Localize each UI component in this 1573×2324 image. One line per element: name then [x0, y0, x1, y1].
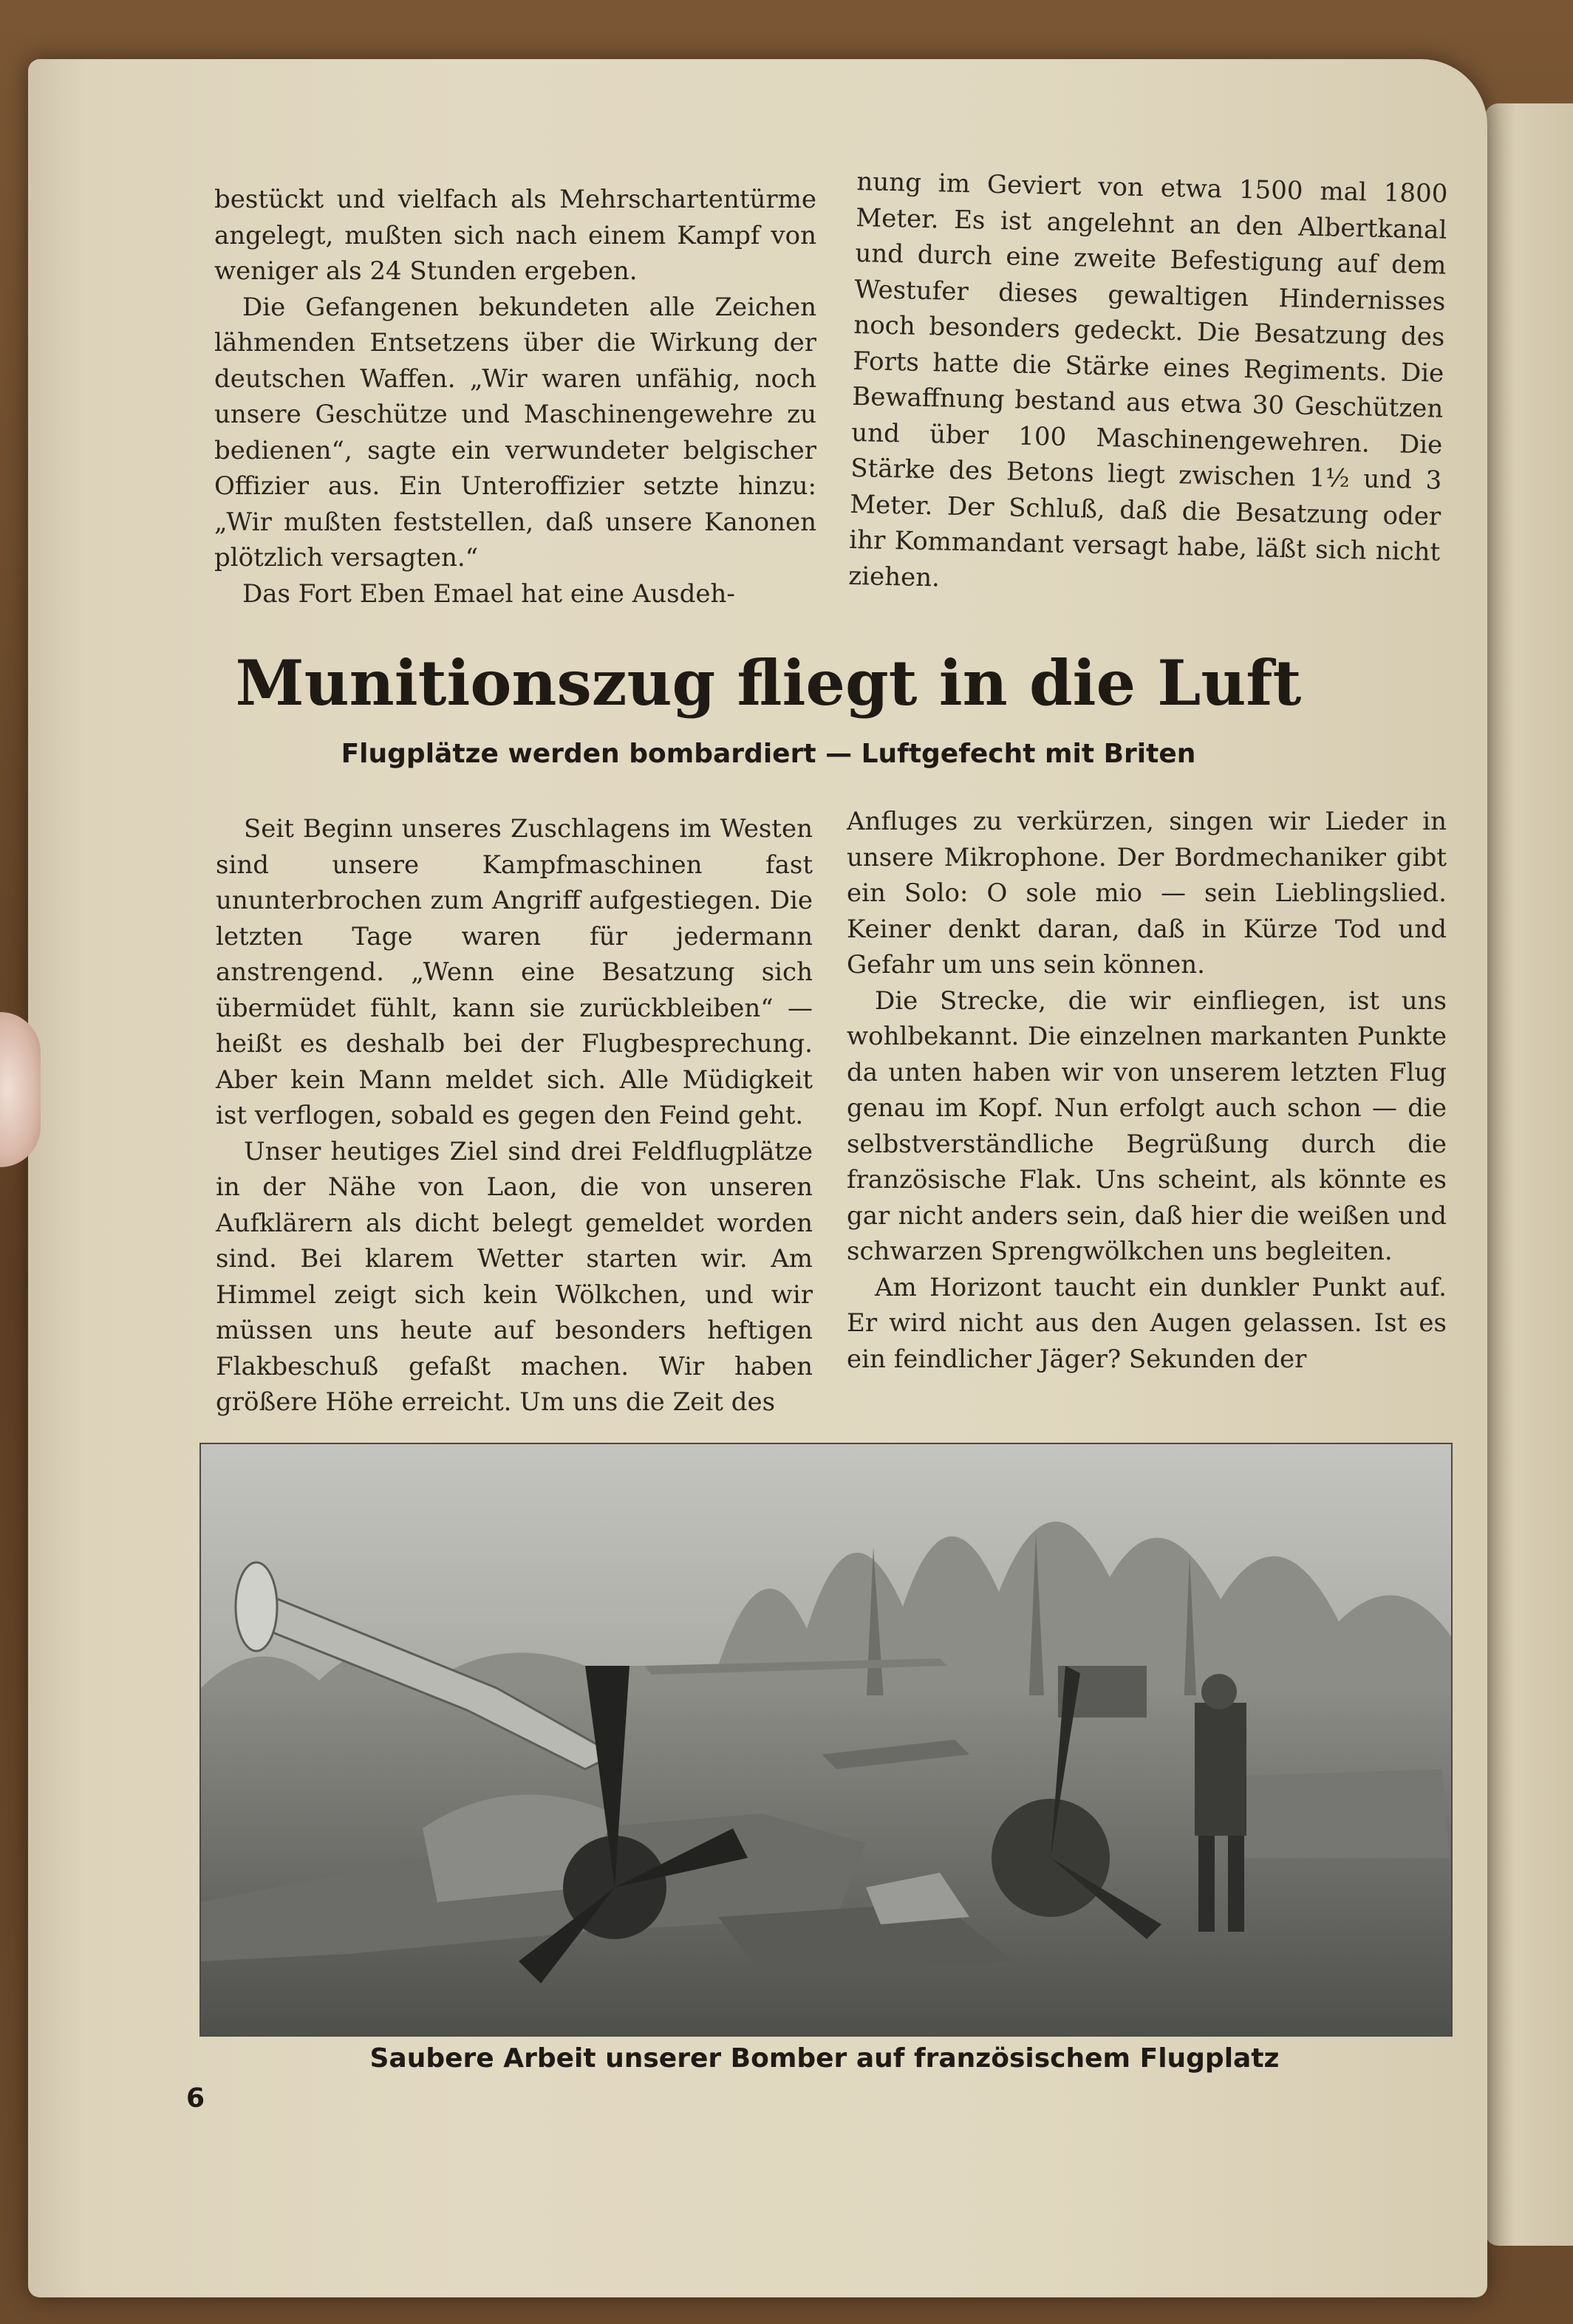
paragraph: Seit Beginn unseres Zuschlagens im Westen sind unsere Kampfmaschinen fast ununterbrochen zum Angriff aufgestiegen. Die letzten Tage waren für jedermann anstrengend. „Wenn eine Besatzung sich übermüdet fühlt, kann sie zurückbleiben“ — heißt es deshalb bei der Flugbesprechung. Aber kein Mann meldet sich. Alle Müdigkeit ist verflogen, sobald es gegen den Feind geht. [216, 814, 813, 1130]
photo-caption: Saubere Arbeit unserer Bomber auf französischem Flugplatz [369, 2043, 1280, 2074]
paragraph: bestückt und vielfach als Mehrschartentürme angelegt, mußten sich nach einem Kampf von weniger als 24 Stunden ergeben. [214, 185, 816, 286]
finger-at-edge [0, 1012, 41, 1167]
article-subheadline: Flugplätze werden bombardiert — Luftgefecht mit Briten [341, 739, 1196, 769]
top-right-column [848, 164, 1448, 606]
wrecked-aircraft-photo [199, 1443, 1453, 2037]
next-page-edge [1485, 103, 1573, 2246]
article-headline: Munitionszug fliegt in die Luft [235, 646, 1302, 720]
photo-illustration [201, 1444, 1451, 2035]
article-left-column [216, 811, 813, 1421]
paragraph: Am Horizont taucht ein dunkler Punkt auf. Er wird nicht aus den Augen gelassen. Ist es ein feindlicher Jäger? Sekunden der [847, 1272, 1447, 1374]
paragraph: Die Strecke, die wir einfliegen, ist uns wohlbekannt. Die einzelnen markanten Punkte da unten haben wir von unserem letzten Flug genau im Kopf. Nun erfolgt auch schon — die selbstverständliche Begrüßung durch die französische Flak. Uns scheint, als könnte es gar nicht anders sein, daß hier die weißen und schwarzen Sprengwölkchen uns begleiten. [847, 985, 1447, 1266]
paragraph: Anfluges zu verkürzen, singen wir Lieder in unsere Mikrophone. Der Bordmechaniker gibt ein Solo: O sole mio — sein Lieblingslied. Keiner denkt daran, daß in Kürze Tod und Gefahr um uns sein können. [847, 807, 1447, 980]
top-left-column [214, 182, 816, 612]
paragraph: Die Gefangenen bekundeten alle Zeichen lähmenden Entsetzens über die Wirkung der deutschen Waffen. „Wir waren unfähig, noch unsere Geschütze und Maschinengewehre zu bedienen“, sagte ein verwundeter belgischer Offizier aus. Ein Unteroffizier setzte hinzu: „Wir mußten feststellen, daß unsere Kanonen plötzlich versagten.“ [214, 292, 816, 573]
article-right-column [847, 804, 1447, 1377]
paragraph: Unser heutiges Ziel sind drei Feldflugplätze in der Nähe von Laon, die von unseren Aufklärern als dicht belegt gemeldet worden sind. Bei klarem Wetter starten wir. Am Himmel zeigt sich kein Wölkchen, und wir müssen uns heute auf besonders heftigen Flakbeschuß gefaßt machen. Wir haben größere Höhe erreicht. Um uns die Zeit des [216, 1136, 813, 1417]
page-number: 6 [186, 2083, 205, 2113]
paragraph: nung im Geviert von etwa 1500 mal 1800 Meter. Es ist angelehnt an den Albertkanal und durch eine zweite Befestigung auf dem Westufer dieses gewaltigen Hindernisses noch besonders gedeckt. Die Besatzung des Forts hatte die Stärke eines Regiments. Die Bewaffnung bestand aus etwa 30 Geschützen und über 100 Maschinengewehren. Die Stärke des Betons liegt zwischen 1½ und 3 Meter. Der Schluß, daß die Besatzung oder ihr Kommandant versagt habe, läßt sich nicht ziehen. [847, 166, 1448, 592]
paragraph: Das Fort Eben Emael hat eine Ausdeh- [242, 578, 735, 609]
